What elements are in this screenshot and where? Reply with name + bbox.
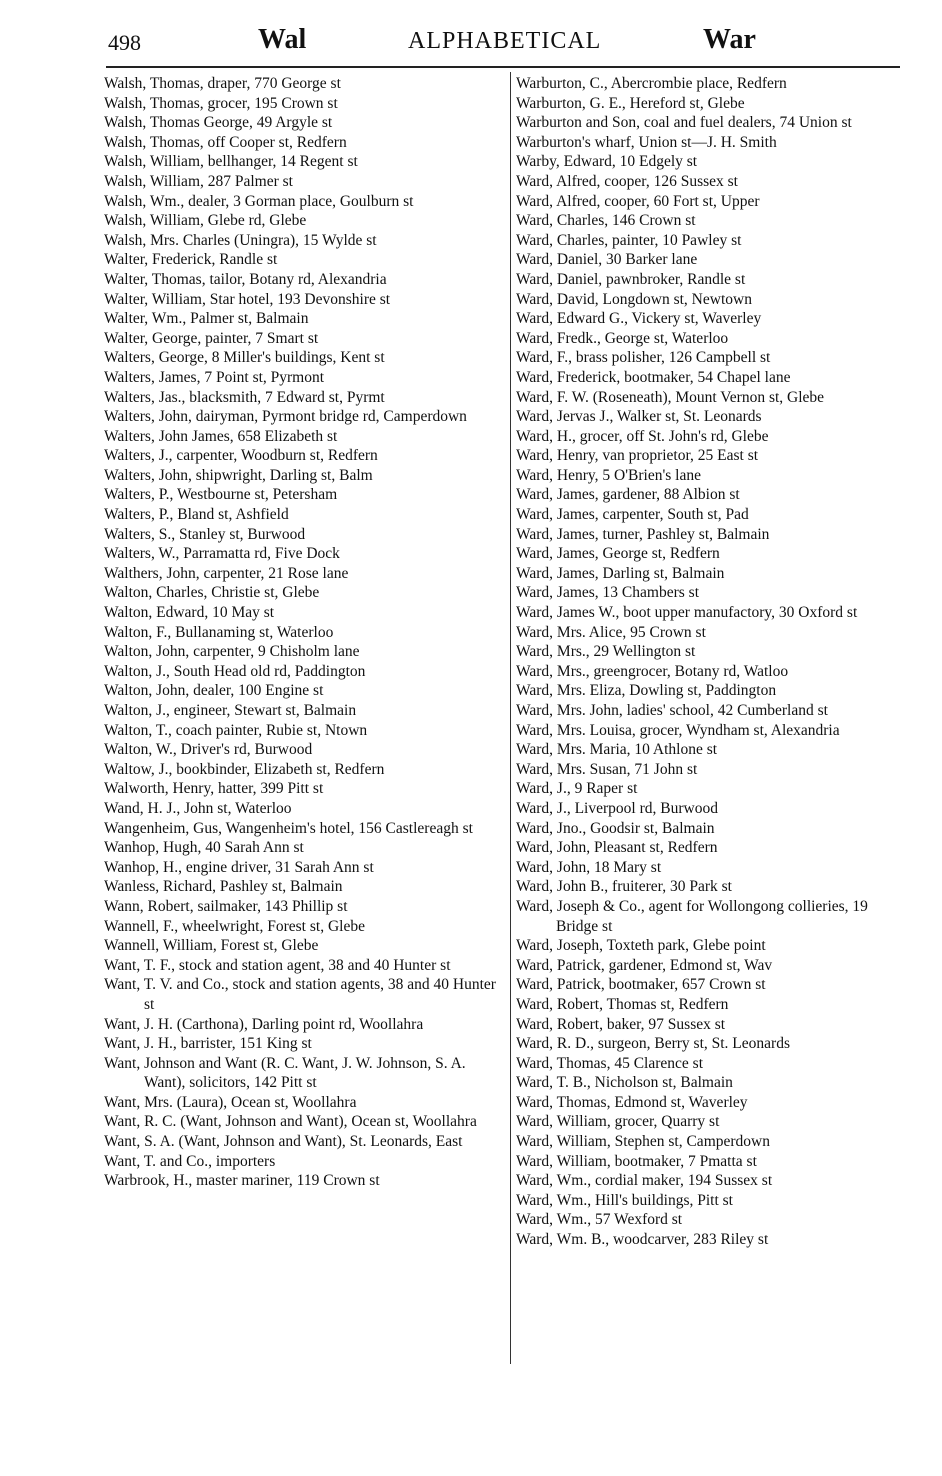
section-title: ALPHABETICAL [408,28,602,54]
directory-entry: Want, Johnson and Want (R. C. Want, J. W. Johnson, S. A. Want), solicitors, 142 Pitt st [104,1054,466,1092]
directory-entry: Ward, James, 13 Chambers st [516,584,699,602]
directory-entry: Ward, Mrs. Maria, 10 Athlone st [516,741,718,759]
header-rule [106,66,900,68]
page-header [108,22,898,62]
directory-entry: Ward, Thomas, 45 Clarence st [516,1054,703,1072]
directory-entry: Ward, David, Longdown st, Newtown [516,290,752,308]
directory-entry: Want, Mrs. (Laura), Ocean st, Woollahra [104,1093,357,1111]
directory-entry: Ward, F. W. (Roseneath), Mount Vernon st, Glebe [516,388,825,406]
directory-entry: Walton, J., South Head old rd, Paddington [104,662,366,680]
directory-entry: Wann, Robert, sailmaker, 143 Phillip st [104,897,348,915]
directory-entry: Wand, H. J., John st, Waterloo [104,799,292,817]
directory-entry: Ward, Wm., cordial maker, 194 Sussex st [516,1172,773,1190]
directory-entry: Ward, Alfred, cooper, 60 Fort st, Upper [516,192,760,210]
directory-entry: Ward, William, bootmaker, 7 Pmatta st [516,1152,757,1170]
guide-word-left: Wal [258,24,307,55]
directory-entry: Want, S. A. (Want, Johnson and Want), St. Leonards, East [104,1133,463,1151]
directory-entry: Wanhop, Hugh, 40 Sarah Ann st [104,839,304,857]
directory-entry: Walsh, Wm., dealer, 3 Gorman place, Goulburn st [104,192,414,210]
directory-entry: Warbrook, H., master mariner, 119 Crown st [104,1172,380,1190]
directory-entry: Walters, George, 8 Miller's buildings, Kent st [104,349,385,367]
directory-entry: Wanless, Richard, Pashley st, Balmain [104,878,343,896]
directory-entry: Wannell, F., wheelwright, Forest st, Glebe [104,917,365,935]
directory-entry: Ward, J., 9 Raper st [516,780,638,798]
directory-entry: Walsh, Mrs. Charles (Uningra), 15 Wylde st [104,231,377,249]
directory-entry: Ward, T. B., Nicholson st, Balmain [516,1074,733,1092]
directory-entry: Walters, John, shipwright, Darling st, Balm [104,466,373,484]
directory-entry: Ward, William, grocer, Quarry st [516,1113,720,1131]
directory-entry: Ward, James, carpenter, South st, Pad [516,506,749,524]
directory-entry: Warburton's wharf, Union st—J. H. Smith [516,133,777,151]
directory-entry: Walton, John, dealer, 100 Engine st [104,682,324,700]
directory-entry: Want, T. F., stock and station agent, 38 and 40 Hunter st [104,956,451,974]
directory-entry: Warburton, C., Abercrombie place, Redfern [516,75,787,92]
directory-entry: Ward, Mrs. Eliza, Dowling st, Paddington [516,682,777,700]
directory-entry: Walsh, William, Glebe rd, Glebe [104,212,307,230]
directory-entry: Ward, Jno., Goodsir st, Balmain [516,819,715,837]
directory-entry: Walters, John James, 658 Elizabeth st [104,427,338,445]
directory-entry: Walworth, Henry, hatter, 399 Pitt st [104,780,324,798]
directory-entry: Ward, Charles, painter, 10 Pawley st [516,231,742,249]
directory-entry: Walters, John, dairyman, Pyrmont bridge rd, Camperdown [104,408,467,426]
directory-entry: Walters, W., Parramatta rd, Five Dock [104,545,340,563]
directory-entry: Want, R. C. (Want, Johnson and Want), Ocean st, Woollahra [104,1113,477,1131]
directory-entry: Ward, Joseph & Co., agent for Wollongong collieries, 19 Bridge st [516,897,868,935]
directory-entry: Ward, Thomas, Edmond st, Waverley [516,1093,748,1111]
directory-entry: Ward, Mrs., 29 Wellington st [516,643,696,661]
directory-entry: Ward, Henry, 5 O'Brien's lane [516,466,701,484]
directory-entry: Wangenheim, Gus, Wangenheim's hotel, 156 Castlereagh st [104,819,473,837]
directory-entry: Want, J. H. (Carthona), Darling point rd, Woollahra [104,1015,424,1033]
directory-entry: Walton, T., coach painter, Rubie st, Ntown [104,721,368,739]
directory-entry: Walsh, Thomas, grocer, 195 Crown st [104,94,338,112]
directory-entry: Ward, Fredk., George st, Waterloo [516,329,729,347]
directory-entry: Walters, James, 7 Point st, Pyrmont [104,368,325,386]
directory-entry: Ward, Daniel, 30 Barker lane [516,251,698,269]
directory-entry: Ward, Joseph, Toxteth park, Glebe point [516,937,766,955]
directory-entry: Ward, R. D., surgeon, Berry st, St. Leonards [516,1035,790,1053]
directory-entry: Walters, J., carpenter, Woodburn st, Redfern [104,447,378,465]
directory-entry: Want, T. and Co., importers [104,1152,276,1170]
directory-entry: Walsh, Thomas, off Cooper st, Redfern [104,133,347,151]
directory-entry: Walthers, John, carpenter, 21 Rose lane [104,564,349,582]
directory-entry: Ward, John, 18 Mary st [516,858,662,876]
directory-entry: Ward, Daniel, pawnbroker, Randle st [516,270,746,288]
directory-entry: Ward, Mrs. Alice, 95 Crown st [516,623,706,641]
directory-entry: Ward, Mrs. Louisa, grocer, Wyndham st, Alexandria [516,721,840,739]
directory-entry: Warburton and Son, coal and fuel dealers, 74 Union st [516,114,852,132]
directory-entry: Wanhop, H., engine driver, 31 Sarah Ann st [104,858,374,876]
directory-entry: Waltow, J., bookbinder, Elizabeth st, Redfern [104,760,385,778]
directory-entry: Walton, Edward, 10 May st [104,604,275,622]
directory-entry: Ward, James W., boot upper manufactory, 30 Oxford st [516,604,858,622]
directory-entry: Walter, William, Star hotel, 193 Devonshire st [104,290,391,308]
left-column [104,74,502,1191]
directory-entry: Walton, John, carpenter, 9 Chisholm lane [104,643,360,661]
directory-entry: Ward, F., brass polisher, 126 Campbell st [516,349,771,367]
directory-entry: Ward, James, turner, Pashley st, Balmain [516,525,770,543]
directory-entry: Ward, Jervas J., Walker st, St. Leonards [516,408,762,426]
directory-entry: Walters, Jas., blacksmith, 7 Edward st, Pyrmt [104,388,385,406]
directory-entry: Ward, Mrs. John, ladies' school, 42 Cumberland st [516,702,828,719]
directory-entry: Ward, J., Liverpool rd, Burwood [516,799,718,817]
directory-entry: Ward, Alfred, cooper, 126 Sussex st [516,172,738,190]
directory-entry: Ward, Edward G., Vickery st, Waverley [516,310,762,328]
directory-entry: Walton, F., Bullanaming st, Waterloo [104,623,334,641]
directory-entry: Ward, Mrs., greengrocer, Botany rd, Watloo [516,662,789,680]
directory-entry: Want, J. H., barrister, 151 King st [104,1035,312,1053]
directory-entry: Ward, Wm., 57 Wexford st [516,1211,683,1229]
directory-entry: Wannell, William, Forest st, Glebe [104,937,319,955]
directory-entry: Ward, William, Stephen st, Camperdown [516,1133,770,1151]
directory-entry: Ward, Patrick, bootmaker, 657 Crown st [516,976,766,994]
directory-entry: Walsh, William, bellhanger, 14 Regent st [104,153,358,171]
page-number: 498 [108,30,141,55]
directory-entry: Walter, Frederick, Randle st [104,251,278,269]
directory-entry: Warby, Edward, 10 Edgely st [516,153,698,171]
column-divider [510,72,511,1364]
directory-entry: Walter, Wm., Palmer st, Balmain [104,310,309,328]
directory-entry: Want, T. V. and Co., stock and station agents, 38 and 40 Hunter st [104,976,496,1013]
directory-entry: Ward, Charles, 146 Crown st [516,212,696,230]
directory-entry: Walters, S., Stanley st, Burwood [104,525,306,543]
directory-entry: Walter, George, painter, 7 Smart st [104,329,319,347]
directory-entry: Ward, Mrs. Susan, 71 John st [516,760,698,778]
directory-entry: Ward, John, Pleasant st, Redfern [516,839,718,857]
directory-entry: Walsh, Thomas, draper, 770 George st [104,75,341,92]
directory-entry: Walsh, Thomas George, 49 Argyle st [104,114,333,132]
directory-entry: Ward, Wm., Hill's buildings, Pitt st [516,1191,733,1209]
directory-entry: Ward, James, George st, Redfern [516,545,720,563]
directory-entry: Walton, Charles, Christie st, Glebe [104,584,320,602]
guide-word-right: War [703,24,756,55]
directory-entry: Ward, H., grocer, off St. John's rd, Glebe [516,427,769,445]
directory-entry: Warburton, G. E., Hereford st, Glebe [516,94,745,112]
directory-entry: Ward, Robert, baker, 97 Sussex st [516,1015,726,1033]
directory-entry: Ward, Wm. B., woodcarver, 283 Riley st [516,1231,769,1249]
directory-entry: Walsh, William, 287 Palmer st [104,172,293,190]
directory-entry: Walters, P., Bland st, Ashfield [104,506,289,524]
directory-entry: Walton, J., engineer, Stewart st, Balmain [104,702,357,719]
directory-entry: Ward, James, gardener, 88 Albion st [516,486,740,504]
directory-entry: Ward, James, Darling st, Balmain [516,564,725,582]
directory-entry: Ward, Henry, van proprietor, 25 East st [516,447,759,465]
right-column [516,74,902,1250]
directory-entry: Ward, Robert, Thomas st, Redfern [516,995,729,1013]
directory-entry: Walters, P., Westbourne st, Petersham [104,486,338,504]
directory-entry: Ward, John B., fruiterer, 30 Park st [516,878,732,896]
directory-entry: Walton, W., Driver's rd, Burwood [104,741,313,759]
directory-entry: Ward, Patrick, gardener, Edmond st, Wav [516,956,773,974]
directory-entry: Ward, Frederick, bootmaker, 54 Chapel lane [516,368,791,386]
directory-entry: Walter, Thomas, tailor, Botany rd, Alexandria [104,270,387,288]
